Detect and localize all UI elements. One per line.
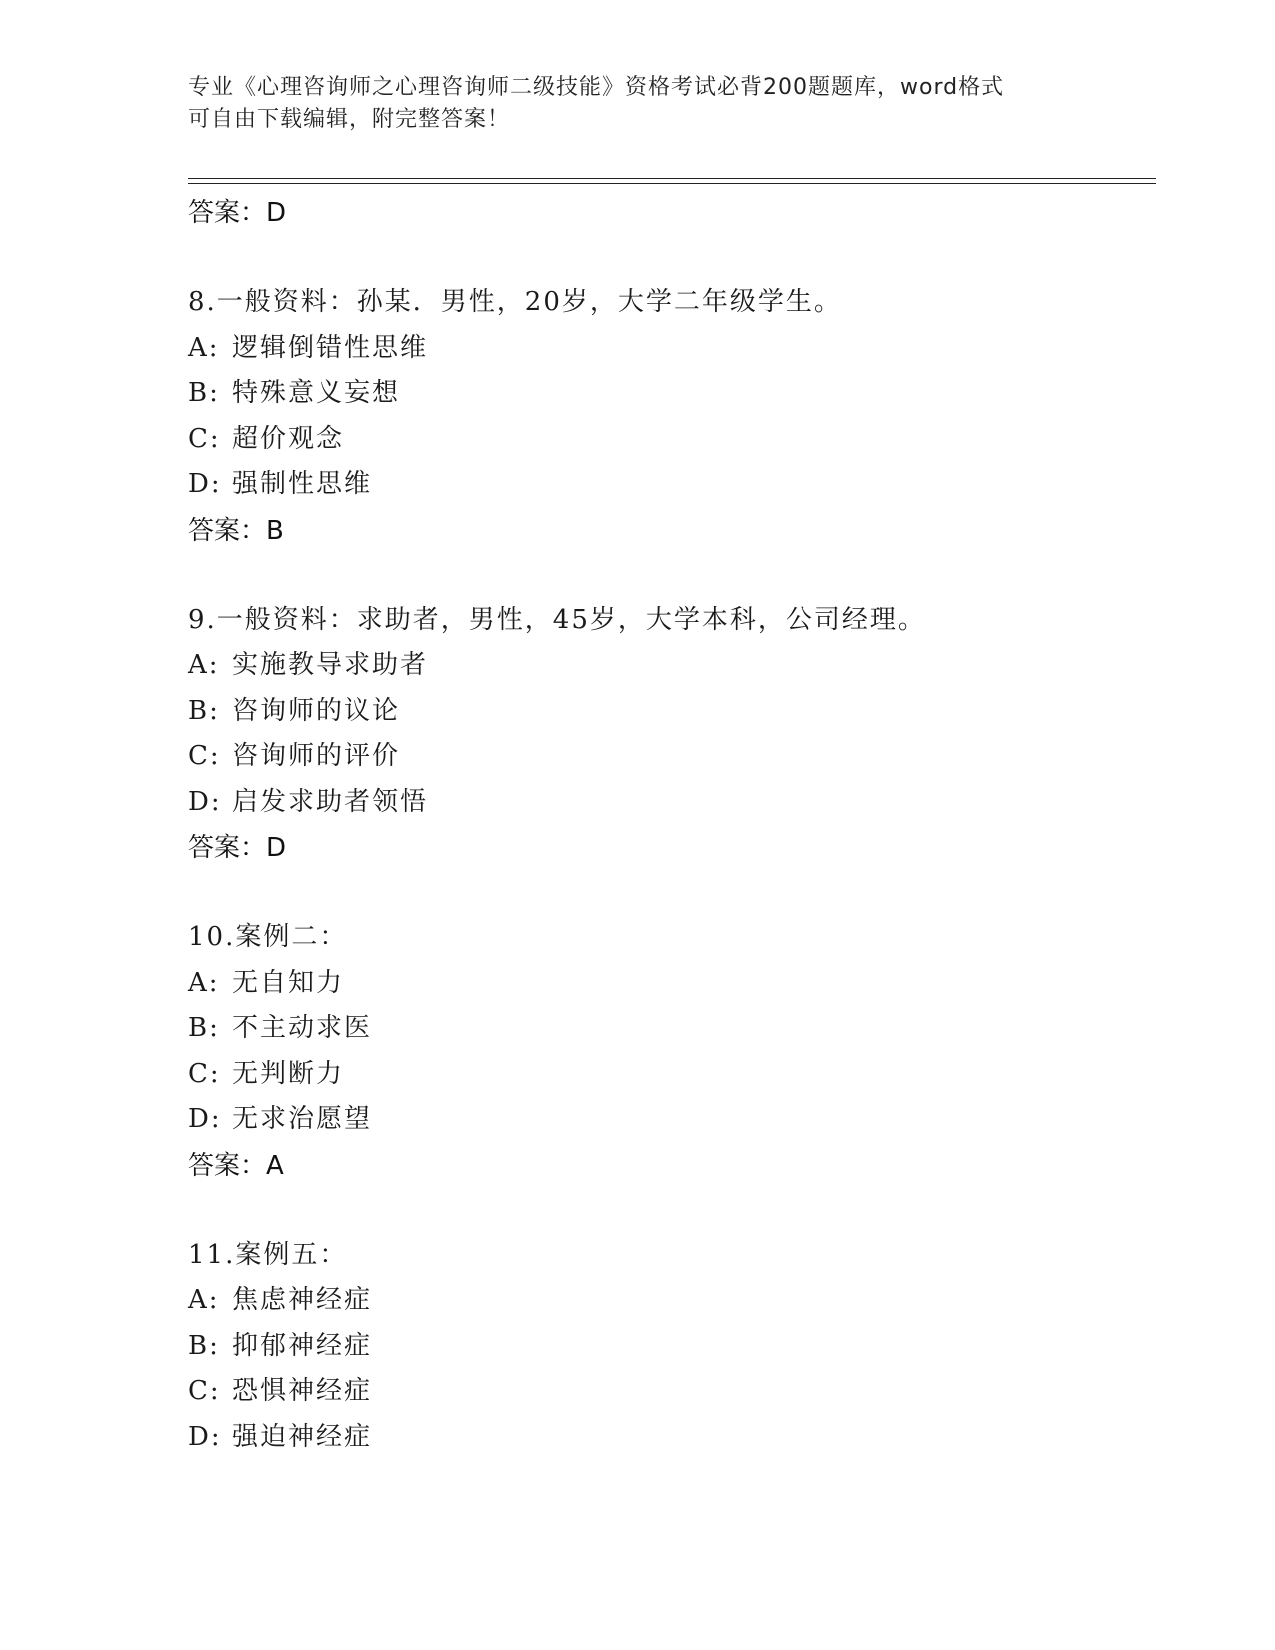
question-stem: 8.一般资料：孙某．男性，20岁，大学二年级学生。 <box>188 287 842 317</box>
option-a <box>188 1278 1148 1324</box>
question-block <box>188 598 1148 872</box>
option-letter: B: <box>188 695 220 726</box>
option-text: 超价观念 <box>232 423 345 454</box>
option-text: 启发求助者领悟 <box>232 786 429 817</box>
answer-line: 答案：A <box>188 1150 284 1181</box>
option-c <box>188 1052 1148 1098</box>
option-b <box>188 689 1148 735</box>
header-divider-top <box>188 178 1156 179</box>
document-header <box>188 72 1068 136</box>
option-a <box>188 326 1148 372</box>
option-d <box>188 1415 1148 1461</box>
option-letter: D: <box>188 469 222 499</box>
question-block <box>188 1233 1148 1461</box>
option-text: 特殊意义妄想 <box>232 378 401 408</box>
answer-line: 答案：B <box>188 515 284 546</box>
option-letter: A: <box>188 650 220 680</box>
answer-line: 答案：D <box>188 833 287 863</box>
option-a <box>188 643 1148 689</box>
option-text: 强迫神经症 <box>232 1421 373 1452</box>
option-text: 恐惧神经症 <box>232 1376 373 1406</box>
option-letter: C: <box>188 1058 221 1089</box>
option-text: 不主动求医 <box>232 1013 373 1043</box>
option-letter: A: <box>188 332 220 363</box>
option-d <box>188 780 1148 826</box>
option-text: 咨询师的议论 <box>232 695 401 726</box>
question-stem: 10.案例二： <box>188 922 348 952</box>
option-b <box>188 1006 1148 1052</box>
option-c <box>188 1369 1148 1415</box>
option-text: 抑郁神经症 <box>232 1330 373 1361</box>
option-a <box>188 961 1148 1007</box>
question-stem: 9.一般资料：求助者，男性，45岁，大学本科，公司经理。 <box>188 604 926 635</box>
option-letter: B: <box>188 378 220 408</box>
option-text: 无判断力 <box>232 1058 345 1089</box>
option-text: 咨询师的评价 <box>232 741 401 771</box>
option-c <box>188 417 1148 463</box>
option-letter: D: <box>188 786 222 817</box>
question-block <box>188 280 1148 554</box>
option-d <box>188 1097 1148 1143</box>
question-list <box>188 190 1148 1460</box>
option-letter: D: <box>188 1104 222 1134</box>
header-line-1: 专业《心理咨询师之心理咨询师二级技能》资格考试必背200题题库，word格式 <box>188 75 1005 100</box>
option-text: 焦虑神经症 <box>232 1285 373 1315</box>
option-letter: B: <box>188 1013 220 1043</box>
option-text: 无自知力 <box>232 967 345 998</box>
option-b <box>188 1324 1148 1370</box>
option-letter: C: <box>188 1376 221 1406</box>
option-text: 逻辑倒错性思维 <box>232 332 429 363</box>
option-text: 无求治愿望 <box>232 1104 373 1134</box>
question-block <box>188 915 1148 1189</box>
option-c <box>188 734 1148 780</box>
option-letter: C: <box>188 741 221 771</box>
question-stem: 11.案例五： <box>188 1239 348 1270</box>
option-text: 强制性思维 <box>232 469 373 499</box>
answer-line: 答案：D <box>188 198 287 228</box>
option-d <box>188 462 1148 508</box>
option-letter: A: <box>188 967 220 998</box>
option-letter: C: <box>188 423 221 454</box>
option-letter: B: <box>188 1330 220 1361</box>
header-line-2: 可自由下载编辑，附完整答案！ <box>188 107 511 132</box>
option-b <box>188 371 1148 417</box>
option-text: 实施教导求助者 <box>232 650 429 680</box>
option-letter: D: <box>188 1421 222 1452</box>
header-divider-bottom <box>188 183 1156 184</box>
option-letter: A: <box>188 1285 220 1315</box>
